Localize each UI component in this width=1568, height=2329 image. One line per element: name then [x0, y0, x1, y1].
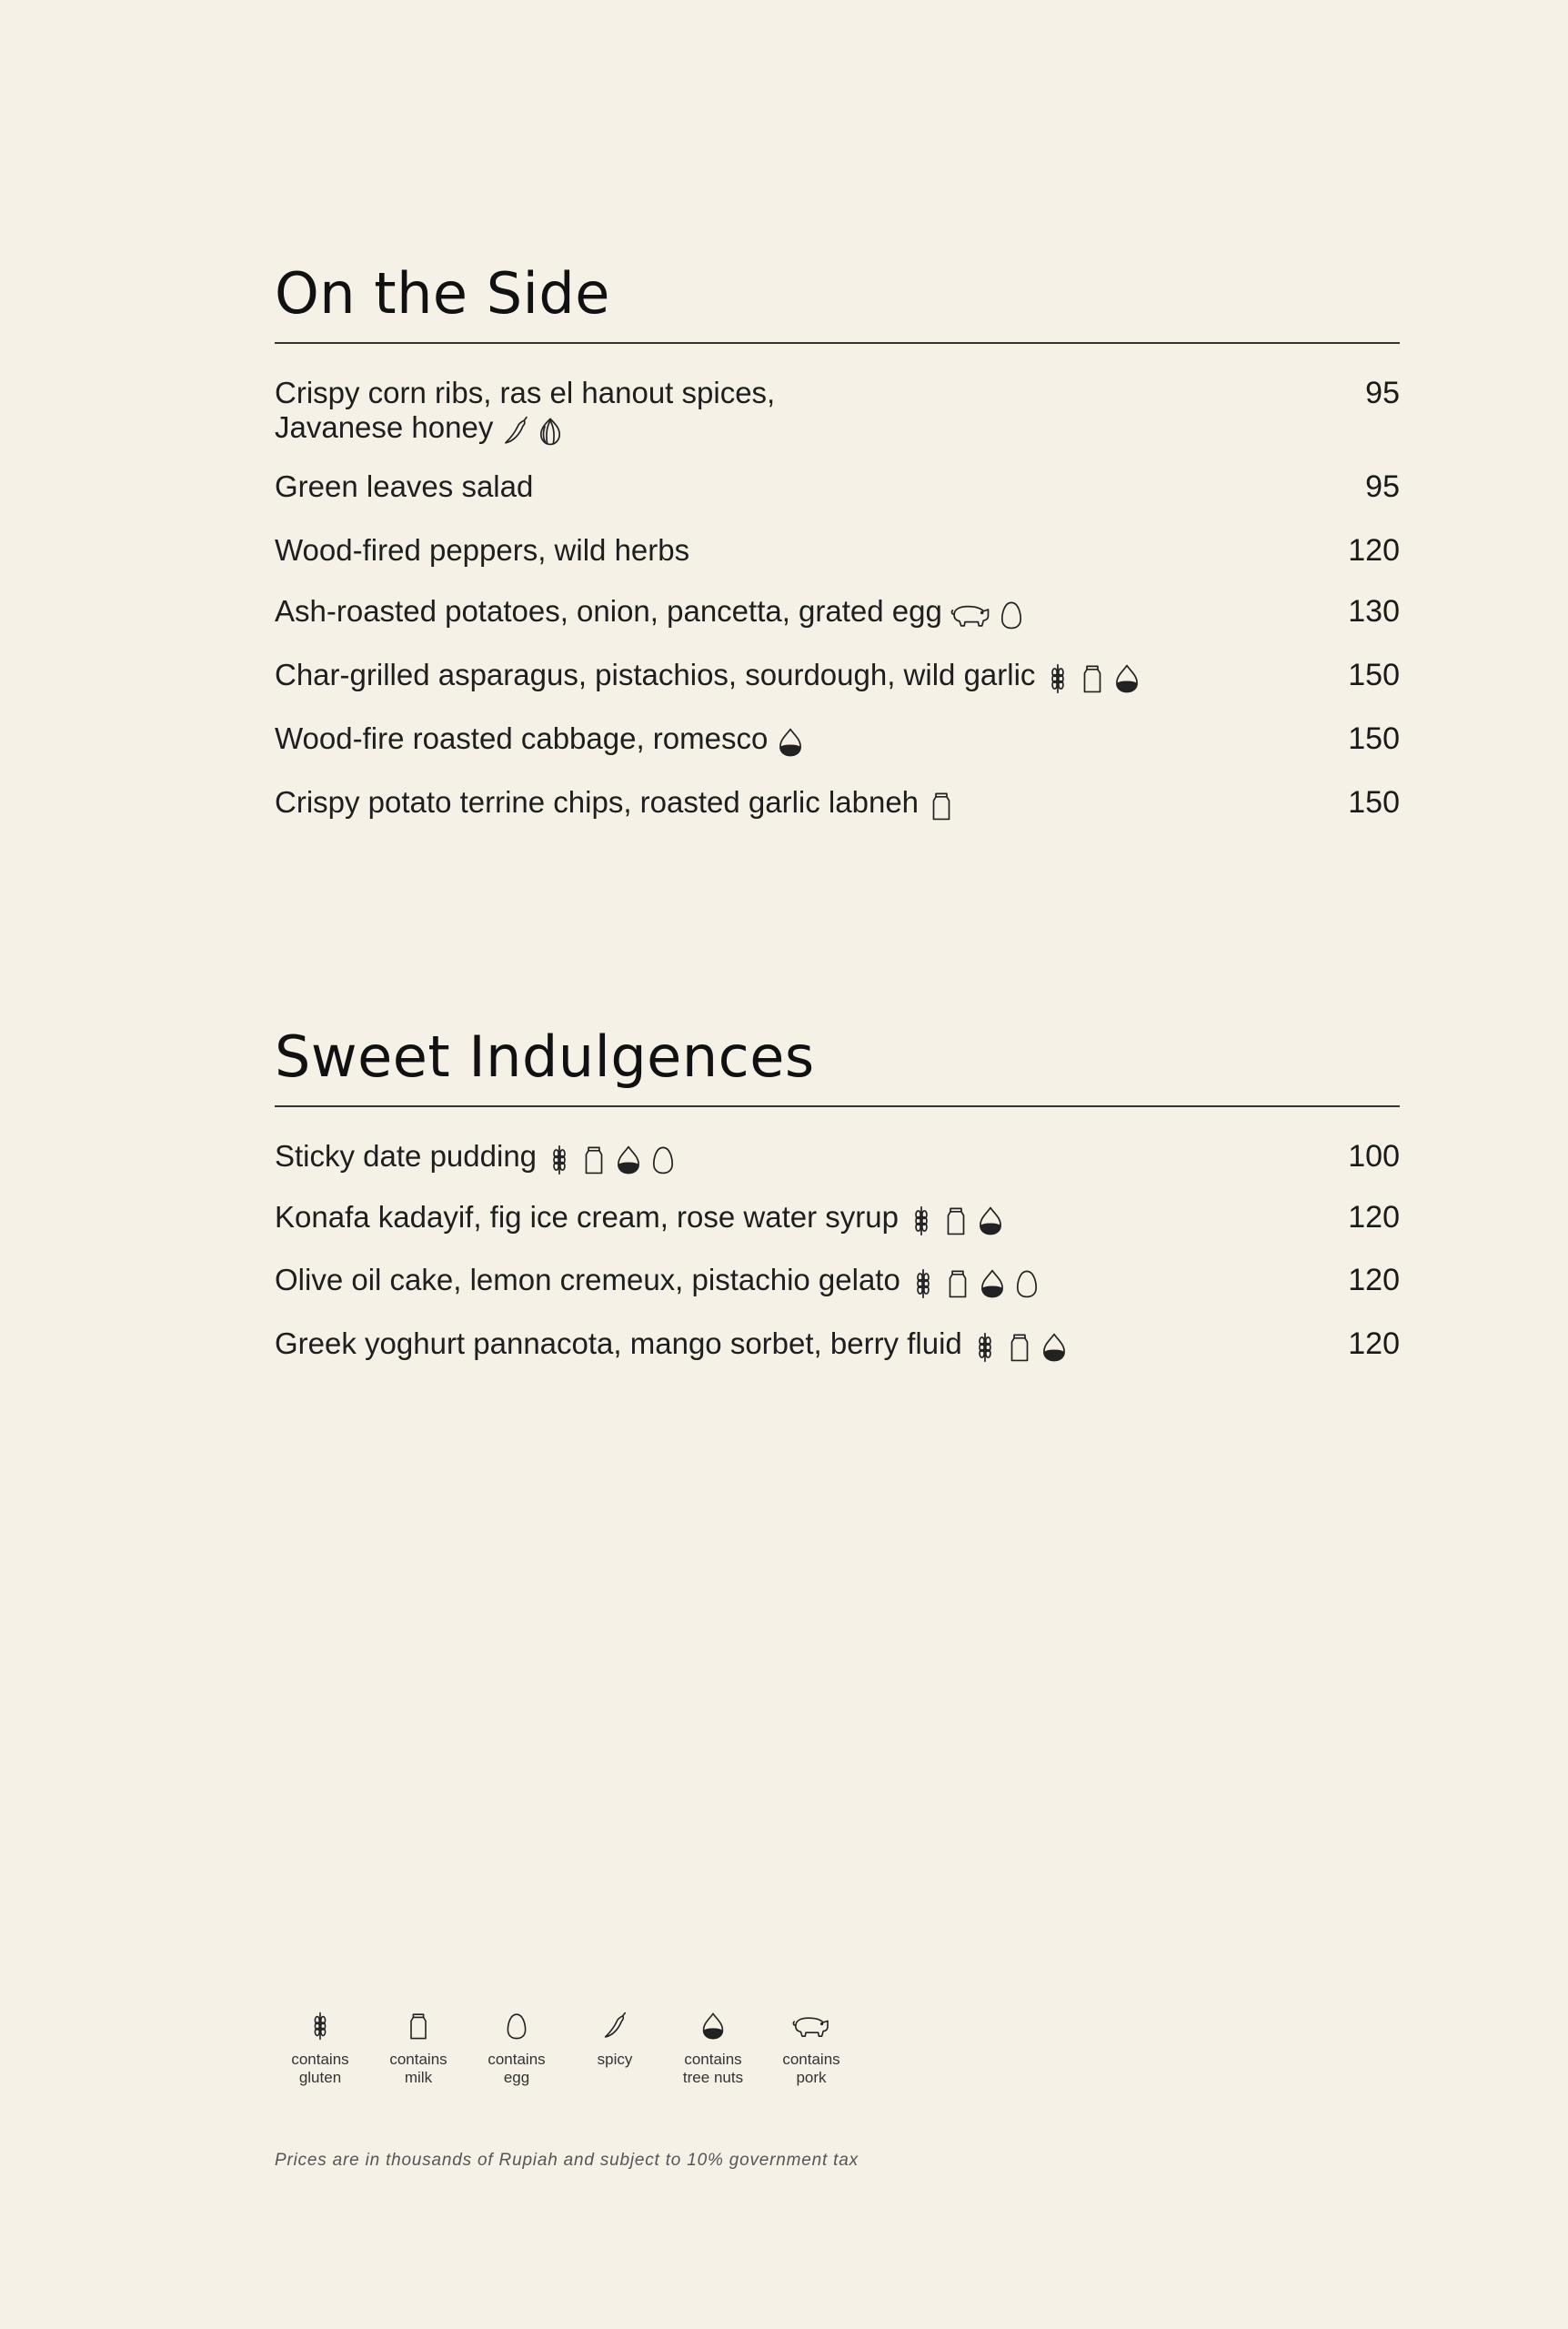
milk-icon	[942, 1268, 973, 1299]
menu-item	[275, 1326, 1400, 1363]
milk-icon	[1077, 663, 1108, 694]
gluten-icon	[906, 1205, 937, 1236]
item-name: Wood-fire roasted cabbage, romesco	[275, 721, 769, 755]
legend-item-egg	[471, 2011, 562, 2087]
menu-item	[275, 1263, 1400, 1299]
menu-item	[275, 658, 1400, 694]
menu-item	[275, 533, 1400, 568]
pork-icon	[791, 2011, 832, 2042]
section-sweet-indulgences	[275, 1023, 1400, 1361]
egg-icon	[1011, 1268, 1042, 1299]
item-description	[275, 594, 1257, 630]
item-name: Ash-roasted potatoes, onion, pancetta, grated egg	[275, 594, 942, 628]
item-name: Greek yoghurt pannacota, mango sorbet, berry fluid	[275, 1326, 962, 1360]
menu-item	[275, 1139, 1400, 1175]
item-name: Wood-fired peppers, wild herbs	[275, 533, 690, 567]
garlic-icon	[535, 416, 566, 447]
item-description	[275, 376, 1257, 447]
legend-label: contains milk	[389, 2051, 447, 2086]
legend-item-milk	[373, 2011, 464, 2087]
allergen-legend	[275, 2011, 864, 2087]
item-name: Konafa kadayif, fig ice cream, rose water syrup	[275, 1200, 899, 1234]
milk-icon	[404, 2011, 433, 2042]
item-price: 120	[1348, 533, 1400, 568]
legend-label: contains egg	[487, 2051, 546, 2086]
section-divider	[275, 1105, 1400, 1107]
item-price: 130	[1348, 594, 1400, 629]
legend-item-nut	[668, 2011, 759, 2087]
milk-icon	[578, 1144, 609, 1175]
section-title: Sweet Indulgences	[275, 1023, 815, 1090]
item-price: 120	[1348, 1263, 1400, 1297]
menu-item	[275, 785, 1400, 822]
nut-icon	[699, 2011, 728, 2042]
item-price: 120	[1348, 1326, 1400, 1361]
item-price: 150	[1348, 721, 1400, 756]
chili-icon	[500, 416, 531, 447]
egg-icon	[648, 1144, 678, 1175]
menu-item	[275, 376, 1400, 447]
nut-icon	[1111, 663, 1142, 694]
section-divider	[275, 342, 1400, 344]
section-on-the-side	[275, 260, 1400, 820]
item-name: Char-grilled asparagus, pistachios, sourdough, wild garlic	[275, 658, 1036, 691]
menu-item	[275, 469, 1400, 504]
legend-item-chili	[569, 2011, 660, 2087]
nut-icon	[775, 727, 806, 758]
allergen-icons	[970, 1328, 1073, 1363]
item-description	[275, 785, 1257, 822]
section-title: On the Side	[275, 260, 610, 327]
item-description	[275, 658, 1257, 694]
item-name: Sticky date pudding	[275, 1139, 538, 1173]
gluten-icon	[544, 1144, 575, 1175]
item-price: 95	[1365, 469, 1400, 504]
allergen-icons	[950, 596, 1031, 630]
item-price: 150	[1348, 658, 1400, 692]
chili-icon	[600, 2011, 629, 2042]
nut-icon	[1039, 1332, 1070, 1363]
allergen-icons	[926, 787, 960, 822]
egg-icon	[996, 600, 1027, 630]
item-price: 100	[1348, 1139, 1400, 1174]
item-description	[275, 1326, 1257, 1363]
pork-icon	[950, 600, 993, 630]
milk-icon	[1004, 1332, 1035, 1363]
allergen-icons	[775, 723, 809, 758]
item-description	[275, 1200, 1257, 1236]
menu-page	[275, 0, 1400, 2329]
allergen-icons	[908, 1265, 1046, 1299]
gluten-icon	[970, 1332, 1000, 1363]
item-description	[275, 1139, 1257, 1175]
nut-icon	[977, 1268, 1008, 1299]
price-footnote: Prices are in thousands of Rupiah and subject to 10% government tax	[275, 2151, 859, 2170]
item-name: Crispy corn ribs, ras el hanout spices,	[275, 376, 776, 409]
allergen-icons	[544, 1141, 682, 1175]
allergen-icons	[906, 1202, 1010, 1236]
item-name: Green leaves salad	[275, 469, 534, 503]
gluten-icon	[908, 1268, 939, 1299]
allergen-icons	[500, 412, 569, 447]
milk-icon	[926, 791, 957, 822]
nut-icon	[613, 1144, 644, 1175]
item-price: 120	[1348, 1200, 1400, 1235]
legend-label: contains tree nuts	[682, 2051, 744, 2086]
item-description	[275, 721, 1257, 758]
nut-icon	[975, 1205, 1006, 1236]
item-name: Javanese honey	[275, 410, 494, 444]
gluten-icon	[306, 2011, 335, 2042]
menu-item	[275, 721, 1400, 758]
legend-label: contains pork	[782, 2051, 840, 2086]
menu-item	[275, 594, 1400, 630]
gluten-icon	[1042, 663, 1073, 694]
milk-icon	[940, 1205, 971, 1236]
allergen-icons	[1042, 660, 1146, 694]
item-description	[275, 1263, 1257, 1299]
item-name: Crispy potato terrine chips, roasted garlic labneh	[275, 785, 920, 819]
item-price: 150	[1348, 785, 1400, 820]
legend-item-pork	[766, 2011, 857, 2087]
item-description	[275, 469, 1257, 504]
item-description	[275, 533, 1257, 568]
menu-item	[275, 1200, 1400, 1236]
egg-icon	[502, 2011, 531, 2042]
legend-item-gluten	[275, 2011, 366, 2087]
legend-label: contains gluten	[291, 2051, 349, 2086]
item-name: Olive oil cake, lemon cremeux, pistachio gelato	[275, 1263, 900, 1296]
legend-label: spicy	[597, 2051, 633, 2068]
item-price: 95	[1365, 376, 1400, 410]
